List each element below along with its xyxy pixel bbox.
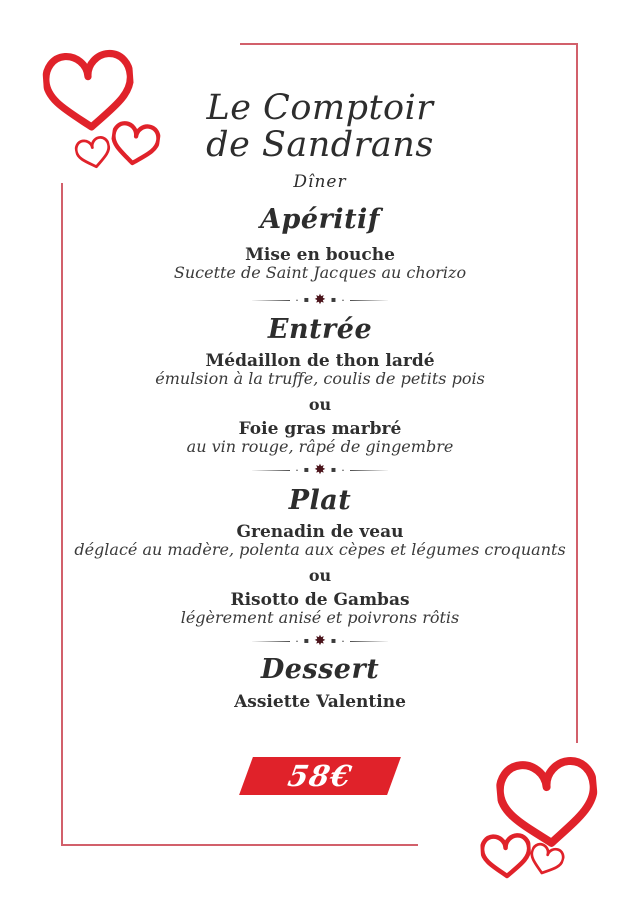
dish-description: Sucette de Saint Jacques au chorizo [173,263,467,282]
divider-square: ▪ [303,636,310,645]
dish-name: Médaillon de thon lardé [205,351,435,371]
section-heading-aperitif: Apéritif [260,204,380,235]
divider-line-right [350,300,388,301]
or-label: ou [308,395,332,414]
dish-name: Mise en bouche [245,245,395,265]
meal-subtitle: Dîner [293,172,347,192]
divider-line-left [252,470,290,471]
dish-name: Foie gras marbré [238,419,402,439]
divider-dot: · [341,634,345,648]
price-badge [239,757,401,795]
divider-ornament [0,292,640,308]
divider-square: ▪ [330,636,337,645]
or-label: ou [308,566,332,585]
dish-description: au vin rouge, râpé de gingembre [186,437,454,456]
divider-dot: · [295,634,299,648]
divider-dot: · [341,293,345,307]
restaurant-title [0,90,640,164]
divider-line-right [350,470,388,471]
heart-icon-small-bottom [480,831,532,882]
star-icon: ✸ [314,633,326,649]
divider-line-right [350,641,388,642]
divider-square: ▪ [303,295,310,304]
dish-name: Grenadin de veau [236,522,404,542]
restaurant-title-line2: de Sandrans [206,125,434,165]
restaurant-title-line1: Le Comptoir [206,88,434,128]
dish-description: émulsion à la truffe, coulis de petits pois [155,369,485,388]
divider-ornament [0,633,640,649]
frame-line-top [240,43,578,45]
dish-name: Assiette Valentine [234,692,406,712]
divider-line-left [252,300,290,301]
frame-line-bottom [61,844,418,846]
divider-dot: · [341,463,345,477]
dish-name: Risotto de Gambas [230,590,410,610]
star-icon: ✸ [314,292,326,308]
star-icon: ✸ [314,462,326,478]
section-heading-entree: Entrée [267,314,373,345]
divider-dot: · [295,463,299,477]
section-heading-dessert: Dessert [260,654,380,685]
divider-line-left [252,641,290,642]
divider-dot: · [295,293,299,307]
divider-square: ▪ [303,465,310,474]
divider-ornament [0,462,640,478]
price-label: 58€ [282,759,358,793]
dish-description: déglacé au madère, polenta aux cèpes et légumes croquants [74,540,566,559]
section-heading-plat: Plat [288,485,352,516]
dish-description: légèrement anisé et poivrons rôtis [180,608,460,627]
divider-square: ▪ [330,295,337,304]
divider-square: ▪ [330,465,337,474]
